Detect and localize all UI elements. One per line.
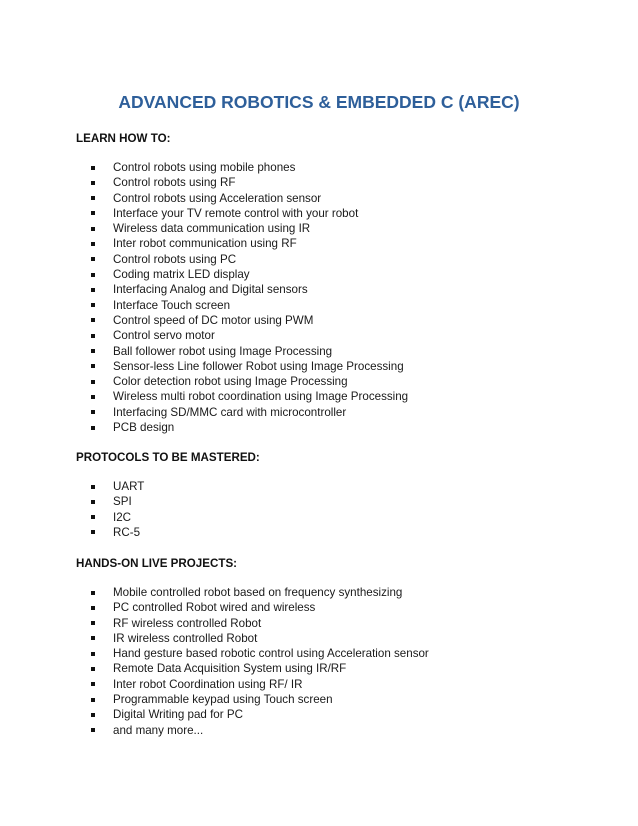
list-item: Interface Touch screen xyxy=(0,298,408,313)
square-bullet-icon xyxy=(91,485,95,489)
list-item: RC-5 xyxy=(0,525,144,540)
hands-on-projects-list xyxy=(0,585,429,738)
square-bullet-icon xyxy=(91,288,95,292)
square-bullet-icon xyxy=(91,698,95,702)
list-item: Interfacing Analog and Digital sensors xyxy=(0,282,408,297)
square-bullet-icon xyxy=(91,713,95,717)
square-bullet-icon xyxy=(91,364,95,368)
list-item: Control robots using mobile phones xyxy=(0,160,408,175)
list-item: Wireless data communication using IR xyxy=(0,221,408,236)
list-item: I2C xyxy=(0,510,144,525)
list-item: RF wireless controlled Robot xyxy=(0,616,429,631)
list-item: Programmable keypad using Touch screen xyxy=(0,692,429,707)
square-bullet-icon xyxy=(91,500,95,504)
list-item: Ball follower robot using Image Processing xyxy=(0,344,408,359)
list-item: Mobile controlled robot based on frequency synthesizing xyxy=(0,585,429,600)
list-item: PCB design xyxy=(0,420,408,435)
list-item: Control speed of DC motor using PWM xyxy=(0,313,408,328)
square-bullet-icon xyxy=(91,334,95,338)
square-bullet-icon xyxy=(91,273,95,277)
square-bullet-icon xyxy=(91,426,95,430)
square-bullet-icon xyxy=(91,380,95,384)
square-bullet-icon xyxy=(91,728,95,732)
square-bullet-icon xyxy=(91,410,95,414)
list-item: Hand gesture based robotic control using Acceleration sensor xyxy=(0,646,429,661)
square-bullet-icon xyxy=(91,303,95,307)
square-bullet-icon xyxy=(91,242,95,246)
list-item: Control robots using Acceleration sensor xyxy=(0,191,408,206)
square-bullet-icon xyxy=(91,227,95,231)
square-bullet-icon xyxy=(91,682,95,686)
list-item: Wireless multi robot coordination using Image Processing xyxy=(0,389,408,404)
page-title: ADVANCED ROBOTICS & EMBEDDED C (AREC) xyxy=(118,92,520,112)
square-bullet-icon xyxy=(91,211,95,215)
square-bullet-icon xyxy=(91,530,95,534)
protocols-list xyxy=(0,479,144,540)
square-bullet-icon xyxy=(91,606,95,610)
list-item: Inter robot Coordination using RF/ IR xyxy=(0,677,429,692)
section-heading-protocols: PROTOCOLS TO BE MASTERED: xyxy=(76,451,260,464)
list-item: Sensor-less Line follower Robot using Image Processing xyxy=(0,359,408,374)
list-item: Remote Data Acquisition System using IR/RF xyxy=(0,661,429,676)
square-bullet-icon xyxy=(91,515,95,519)
list-item: Inter robot communication using RF xyxy=(0,236,408,251)
list-item: Control servo motor xyxy=(0,328,408,343)
list-item: Control robots using RF xyxy=(0,175,408,190)
list-item: Color detection robot using Image Processing xyxy=(0,374,408,389)
section-heading-hands-on-projects: HANDS-ON LIVE PROJECTS: xyxy=(76,557,238,570)
section-heading-learn-how-to: LEARN HOW TO: xyxy=(76,132,171,145)
list-item: SPI xyxy=(0,494,144,509)
square-bullet-icon xyxy=(91,636,95,640)
learn-how-to-list xyxy=(0,160,408,435)
list-item: IR wireless controlled Robot xyxy=(0,631,429,646)
list-item: and many more... xyxy=(0,723,429,738)
list-item: UART xyxy=(0,479,144,494)
list-item: PC controlled Robot wired and wireless xyxy=(0,600,429,615)
list-item: Control robots using PC xyxy=(0,252,408,267)
list-item: Interfacing SD/MMC card with microcontroller xyxy=(0,405,408,420)
square-bullet-icon xyxy=(91,318,95,322)
list-item: Digital Writing pad for PC xyxy=(0,707,429,722)
square-bullet-icon xyxy=(91,349,95,353)
list-item: Interface your TV remote control with your robot xyxy=(0,206,408,221)
square-bullet-icon xyxy=(91,652,95,656)
square-bullet-icon xyxy=(91,667,95,671)
square-bullet-icon xyxy=(91,166,95,170)
square-bullet-icon xyxy=(91,395,95,399)
list-item: Coding matrix LED display xyxy=(0,267,408,282)
square-bullet-icon xyxy=(91,591,95,595)
square-bullet-icon xyxy=(91,257,95,261)
square-bullet-icon xyxy=(91,196,95,200)
square-bullet-icon xyxy=(91,621,95,625)
square-bullet-icon xyxy=(91,181,95,185)
